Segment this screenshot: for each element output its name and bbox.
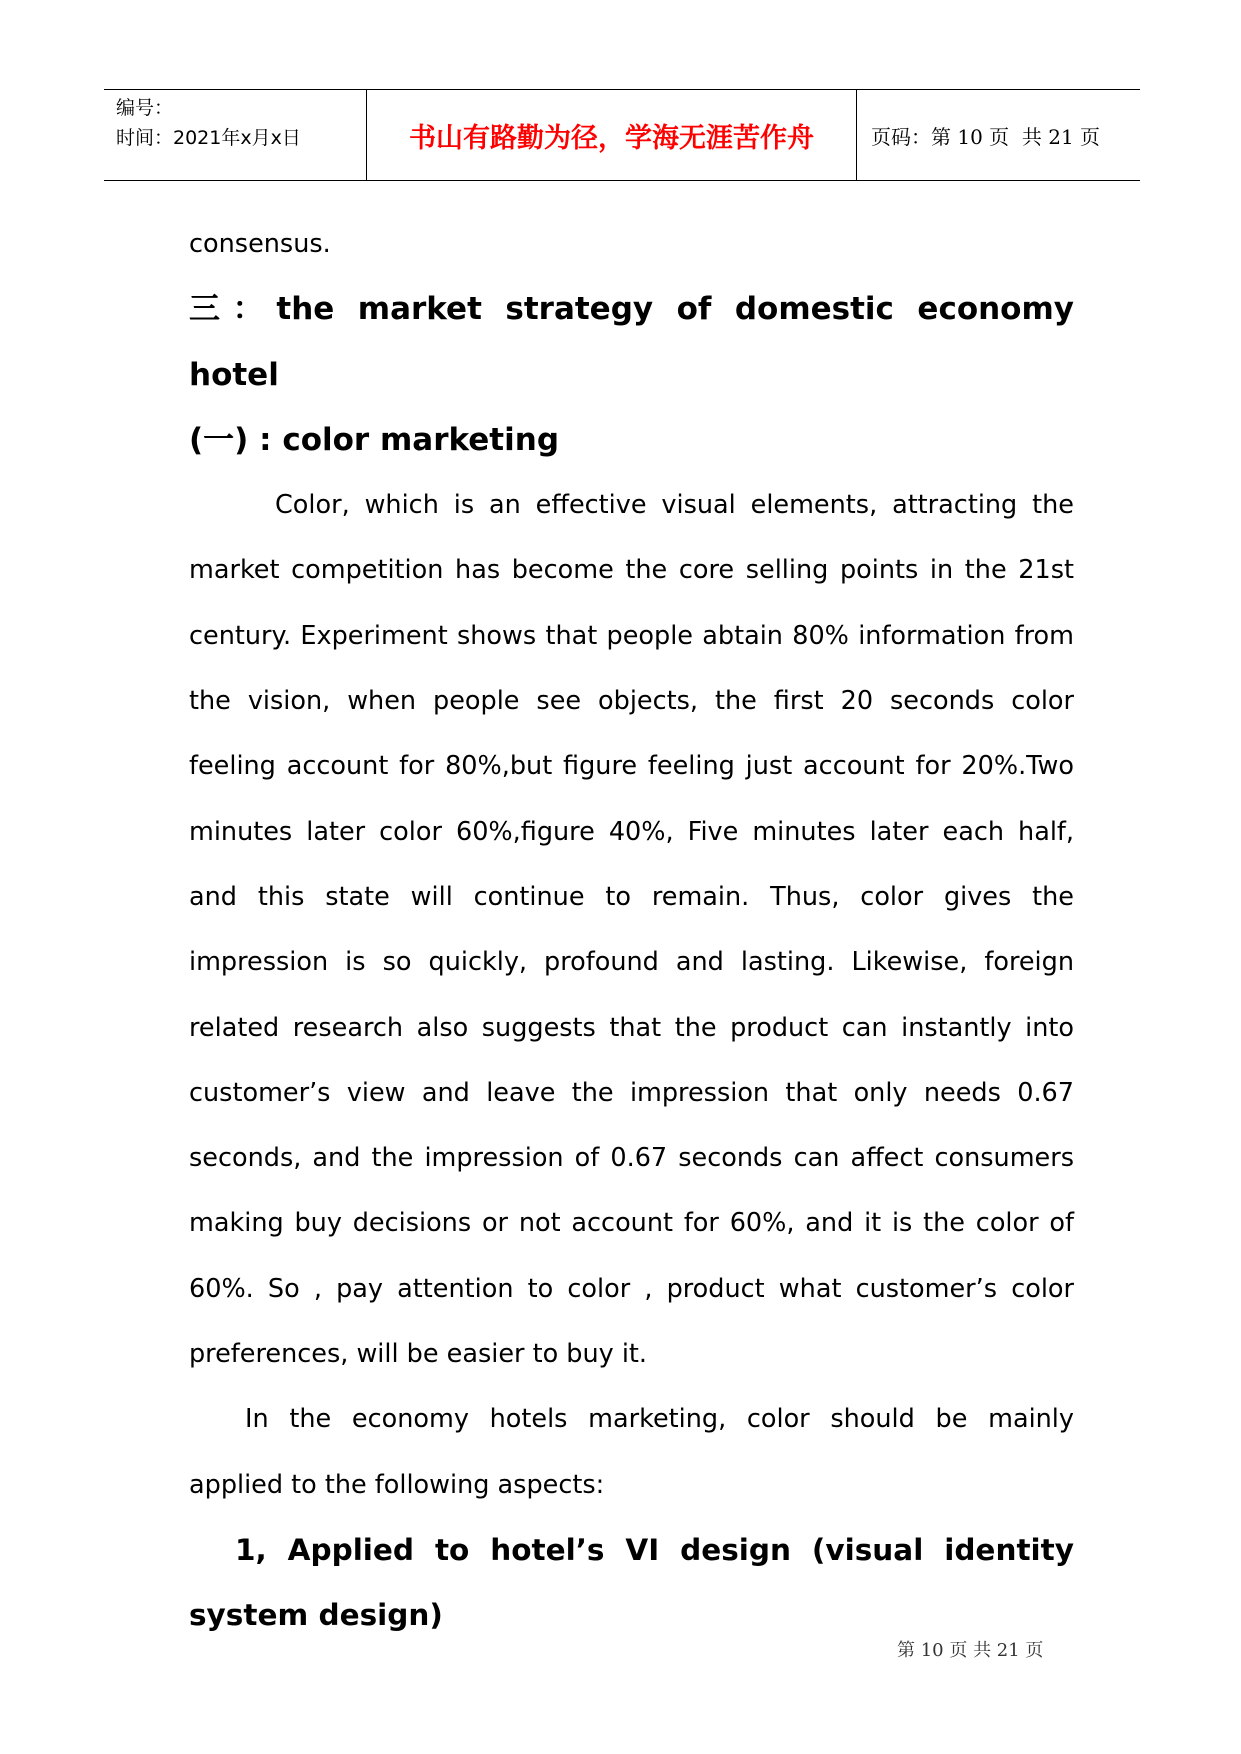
header-meta (104, 90, 367, 180)
item-heading-vi-design: 1, Applied to hotel’s VI design (visual identity system design) (189, 1532, 1074, 1633)
document-body (189, 212, 1074, 1649)
subsection-heading: (一) : color marketing (189, 421, 560, 458)
paragraph-continuation: consensus. (189, 229, 331, 259)
header-page-info-text: 页码：第 10 页 共 21 页 (871, 124, 1101, 149)
header-time-label: 时间：2021年x月x日 (116, 127, 301, 149)
section-heading: 三：the market strategy of domestic economy hotel (189, 291, 1074, 393)
paragraph-color: Color, which is an effective visual elements, attracting the market competition has become the core selling points in the 21st century. Experiment shows that people abtain 80% information from the vision, when people see objects, the first 20 seconds color feeling account for 80%,but figure feeling just account for 20%.Two minutes later color 60%,figure 40%, Five minutes later each half, and this state will continue to remain. Thus, color gives the impression is so quickly, profound and lasting. Likewise, foreign related research also suggests that the product can instantly into customer’s view and leave the impression that only needs 0.67 seconds, and the impression of 0.67 seconds can affect consumers making buy decisions or not account for 60%, and it is the color of 60%. So , pay attention to color , product what customer’s color preferences, will be easier to buy it. (189, 490, 1074, 1370)
page-footer: 第 10 页 共 21 页 (897, 1640, 1044, 1661)
header-number-label: 编号： (116, 97, 174, 119)
header-page-info (857, 90, 1140, 180)
paragraph-aspects: In the economy hotels marketing, color should be mainly applied to the following aspects: (189, 1404, 1074, 1500)
header-motto: 书山有路勤为径，学海无涯苦作舟 (367, 90, 857, 180)
document-header (104, 89, 1140, 181)
